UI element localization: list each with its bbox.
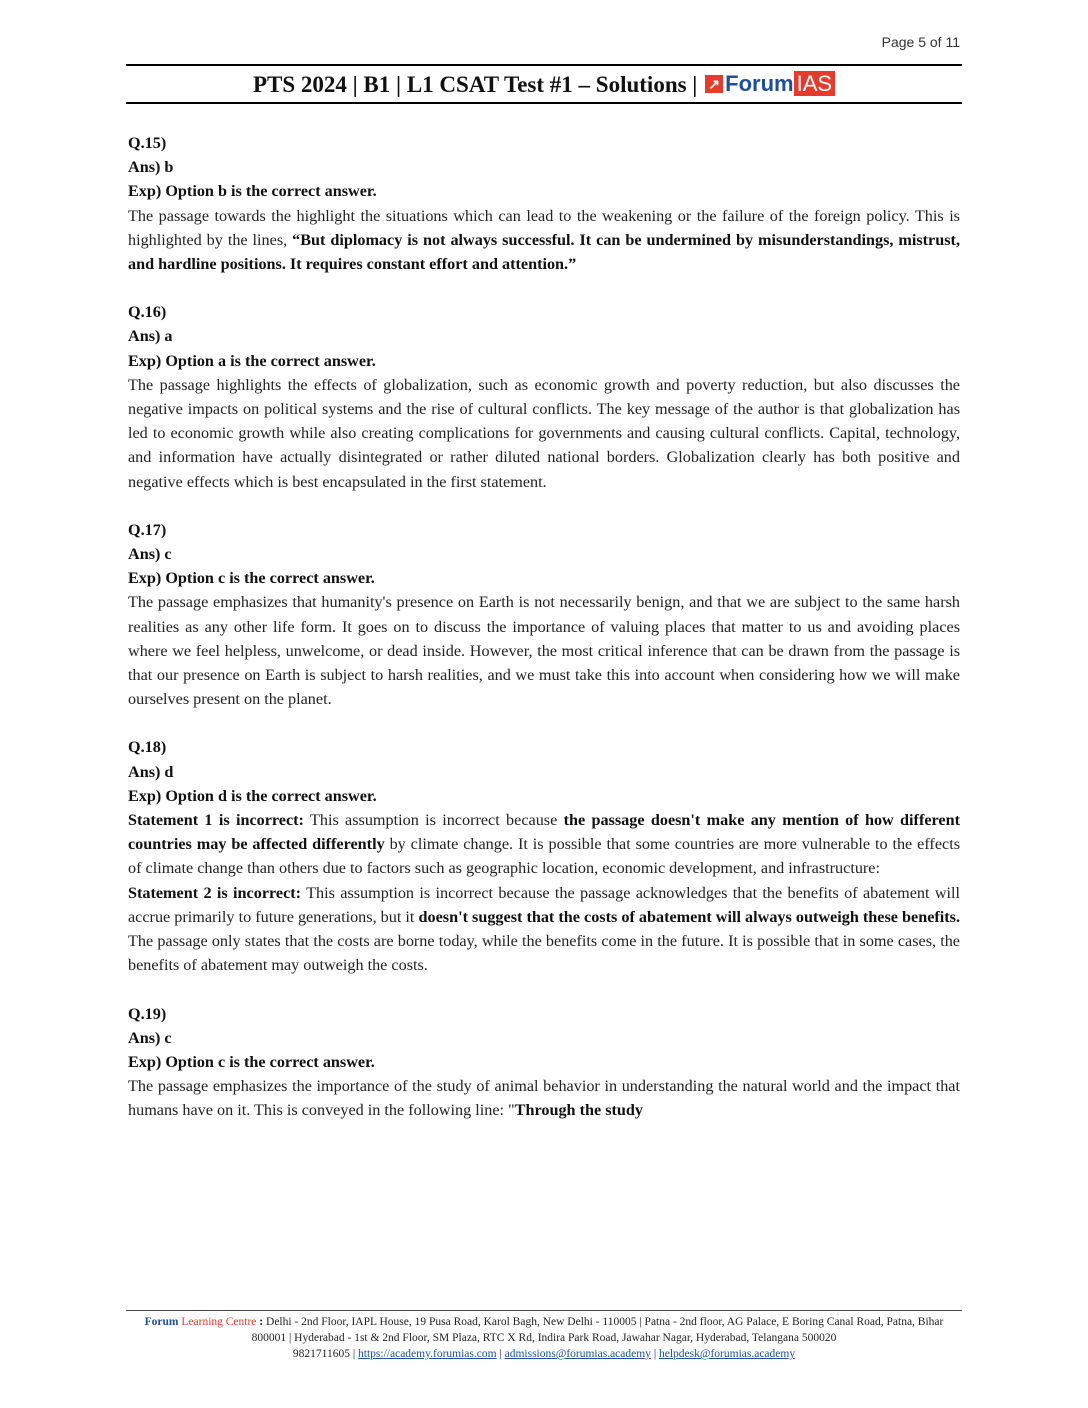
forumias-logo: ↗ Forum IAS <box>705 72 835 96</box>
admissions-email-link[interactable]: admissions@forumias.academy <box>504 1348 651 1360</box>
header-title: PTS 2024 | B1 | L1 CSAT Test #1 – Solutions | <box>252 72 698 97</box>
footer-rule <box>126 1310 962 1311</box>
question-number: Q.18) <box>128 738 167 757</box>
question-number: Q.19) <box>128 1004 167 1023</box>
question-block-16 <box>128 300 960 494</box>
helpdesk-email-link[interactable]: helpdesk@forumias.academy <box>659 1348 796 1360</box>
solutions-content <box>128 131 960 1147</box>
question-block-18 <box>128 735 960 977</box>
answer: Ans) c <box>128 545 172 564</box>
answer: Ans) a <box>128 327 173 346</box>
explanation-heading: Exp) Option b is the correct answer. <box>128 182 377 201</box>
footer-phone: 9821711605 | <box>292 1348 359 1360</box>
academy-link[interactable]: https://academy.forumias.com <box>358 1348 497 1360</box>
page-header <box>126 72 962 98</box>
answer: Ans) d <box>128 762 174 781</box>
question-number: Q.17) <box>128 520 167 539</box>
question-block-15 <box>128 131 960 276</box>
question-block-19 <box>128 1002 960 1123</box>
question-number: Q.16) <box>128 303 167 322</box>
statement-1-text: Statement 1 is incorrect: This assumption is incorrect because the passage doesn't make any mention of how different countries may be affected differently by climate change. It is possible that some countries are more vulnerable to the effects of climate change than others due to factors such as geographic location, economic development, and infrastructure: <box>128 811 960 878</box>
explanation-text: The passage highlights the effects of globalization, such as economic growth and poverty reduction, but also discusses the negative impacts on political systems and the rise of cultural conflicts. The key message of the author is that globalization has led to economic growth while also creating complications for governments and causing cultural conflicts. Capital, technology, and information have actually disintegrated or rather diluted national borders. Globalization clearly has both positive and negative effects which is best encapsulated in the first statement. <box>128 375 960 491</box>
explanation-heading: Exp) Option c is the correct answer. <box>128 1052 375 1071</box>
explanation-heading: Exp) Option c is the correct answer. <box>128 569 375 588</box>
logo-arrow-icon: ↗ <box>705 75 723 93</box>
page-number: Page 5 of 11 <box>881 34 960 50</box>
statement-2-text: Statement 2 is incorrect: This assumption is incorrect because the passage acknowledges that the benefits of abatement will accrue primarily to future generations, but it doesn't suggest that the costs of abatement will always outweigh these benefits. The passage only states that the costs are borne today, while the benefits come in the future. It is possible that in some cases, the benefits of abatement may outweigh the costs. <box>128 883 961 975</box>
question-number: Q.15) <box>128 134 167 152</box>
explanation-text: The passage emphasizes the importance of the study of animal behavior in understanding the natural world and the impact that humans have on it. This is conveyed in the following line: "Through the study <box>128 1077 960 1120</box>
question-block-17 <box>128 518 960 712</box>
explanation-text: The passage towards the highlight the situations which can lead to the weakening or the failure of the foreign policy. This is highlighted by the lines, “But diplomacy is not always successful. It can be undermined by misunderstandings, mistrust, and hardline positions. It requires constant effort and attention.” <box>128 206 960 274</box>
header-bottom-rule <box>126 102 962 104</box>
header-top-rule <box>126 64 962 66</box>
explanation-heading: Exp) Option a is the correct answer. <box>128 351 376 370</box>
explanation-heading: Exp) Option d is the correct answer. <box>128 786 377 805</box>
footer-addresses: Delhi - 2nd Floor, IAPL House, 19 Pusa Road, Karol Bagh, New Delhi - 110005 | Patna - 2nd floor, AG Palace, E Boring Canal Road, Patna, Bihar 800001 | Hyderabad - 1st & 2nd Floor, SM Plaza, RTC X Rd, Indira Park Road, Jawahar Nagar, Hyderabad, Telangana 500020 <box>251 1316 944 1344</box>
page-footer: Forum Learning Centre : Delhi - 2nd Floor, IAPL House, 19 Pusa Road, Karol Bagh, New Delhi - 110005 | Patna - 2nd floor, AG Palace, E Boring Canal Road, Patna, Bihar 800001 | Hyderabad - 1st & 2nd Floor, SM Plaza, RTC X Rd, Indira Park Road, Jawahar Nagar, Hyderabad, Telangana 500020 9821711605 | https://academy.forumias.com | admissions@forumias.academy | helpdesk@forumias.academy <box>144 1316 944 1360</box>
answer: Ans) b <box>128 158 174 177</box>
answer: Ans) c <box>128 1028 172 1047</box>
explanation-text: The passage emphasizes that humanity's presence on Earth is not necessarily benign, and that we are subject to the same harsh realities as any other life form. It goes on to discuss the importance of valuing places that matter to us and avoiding places where we feel helpless, unwelcome, or dead inside. However, the most critical inference that can be drawn from the passage is that our presence on Earth is subject to harsh realities, and we must take this into account when considering how we will make ourselves present on the planet. <box>128 593 960 709</box>
